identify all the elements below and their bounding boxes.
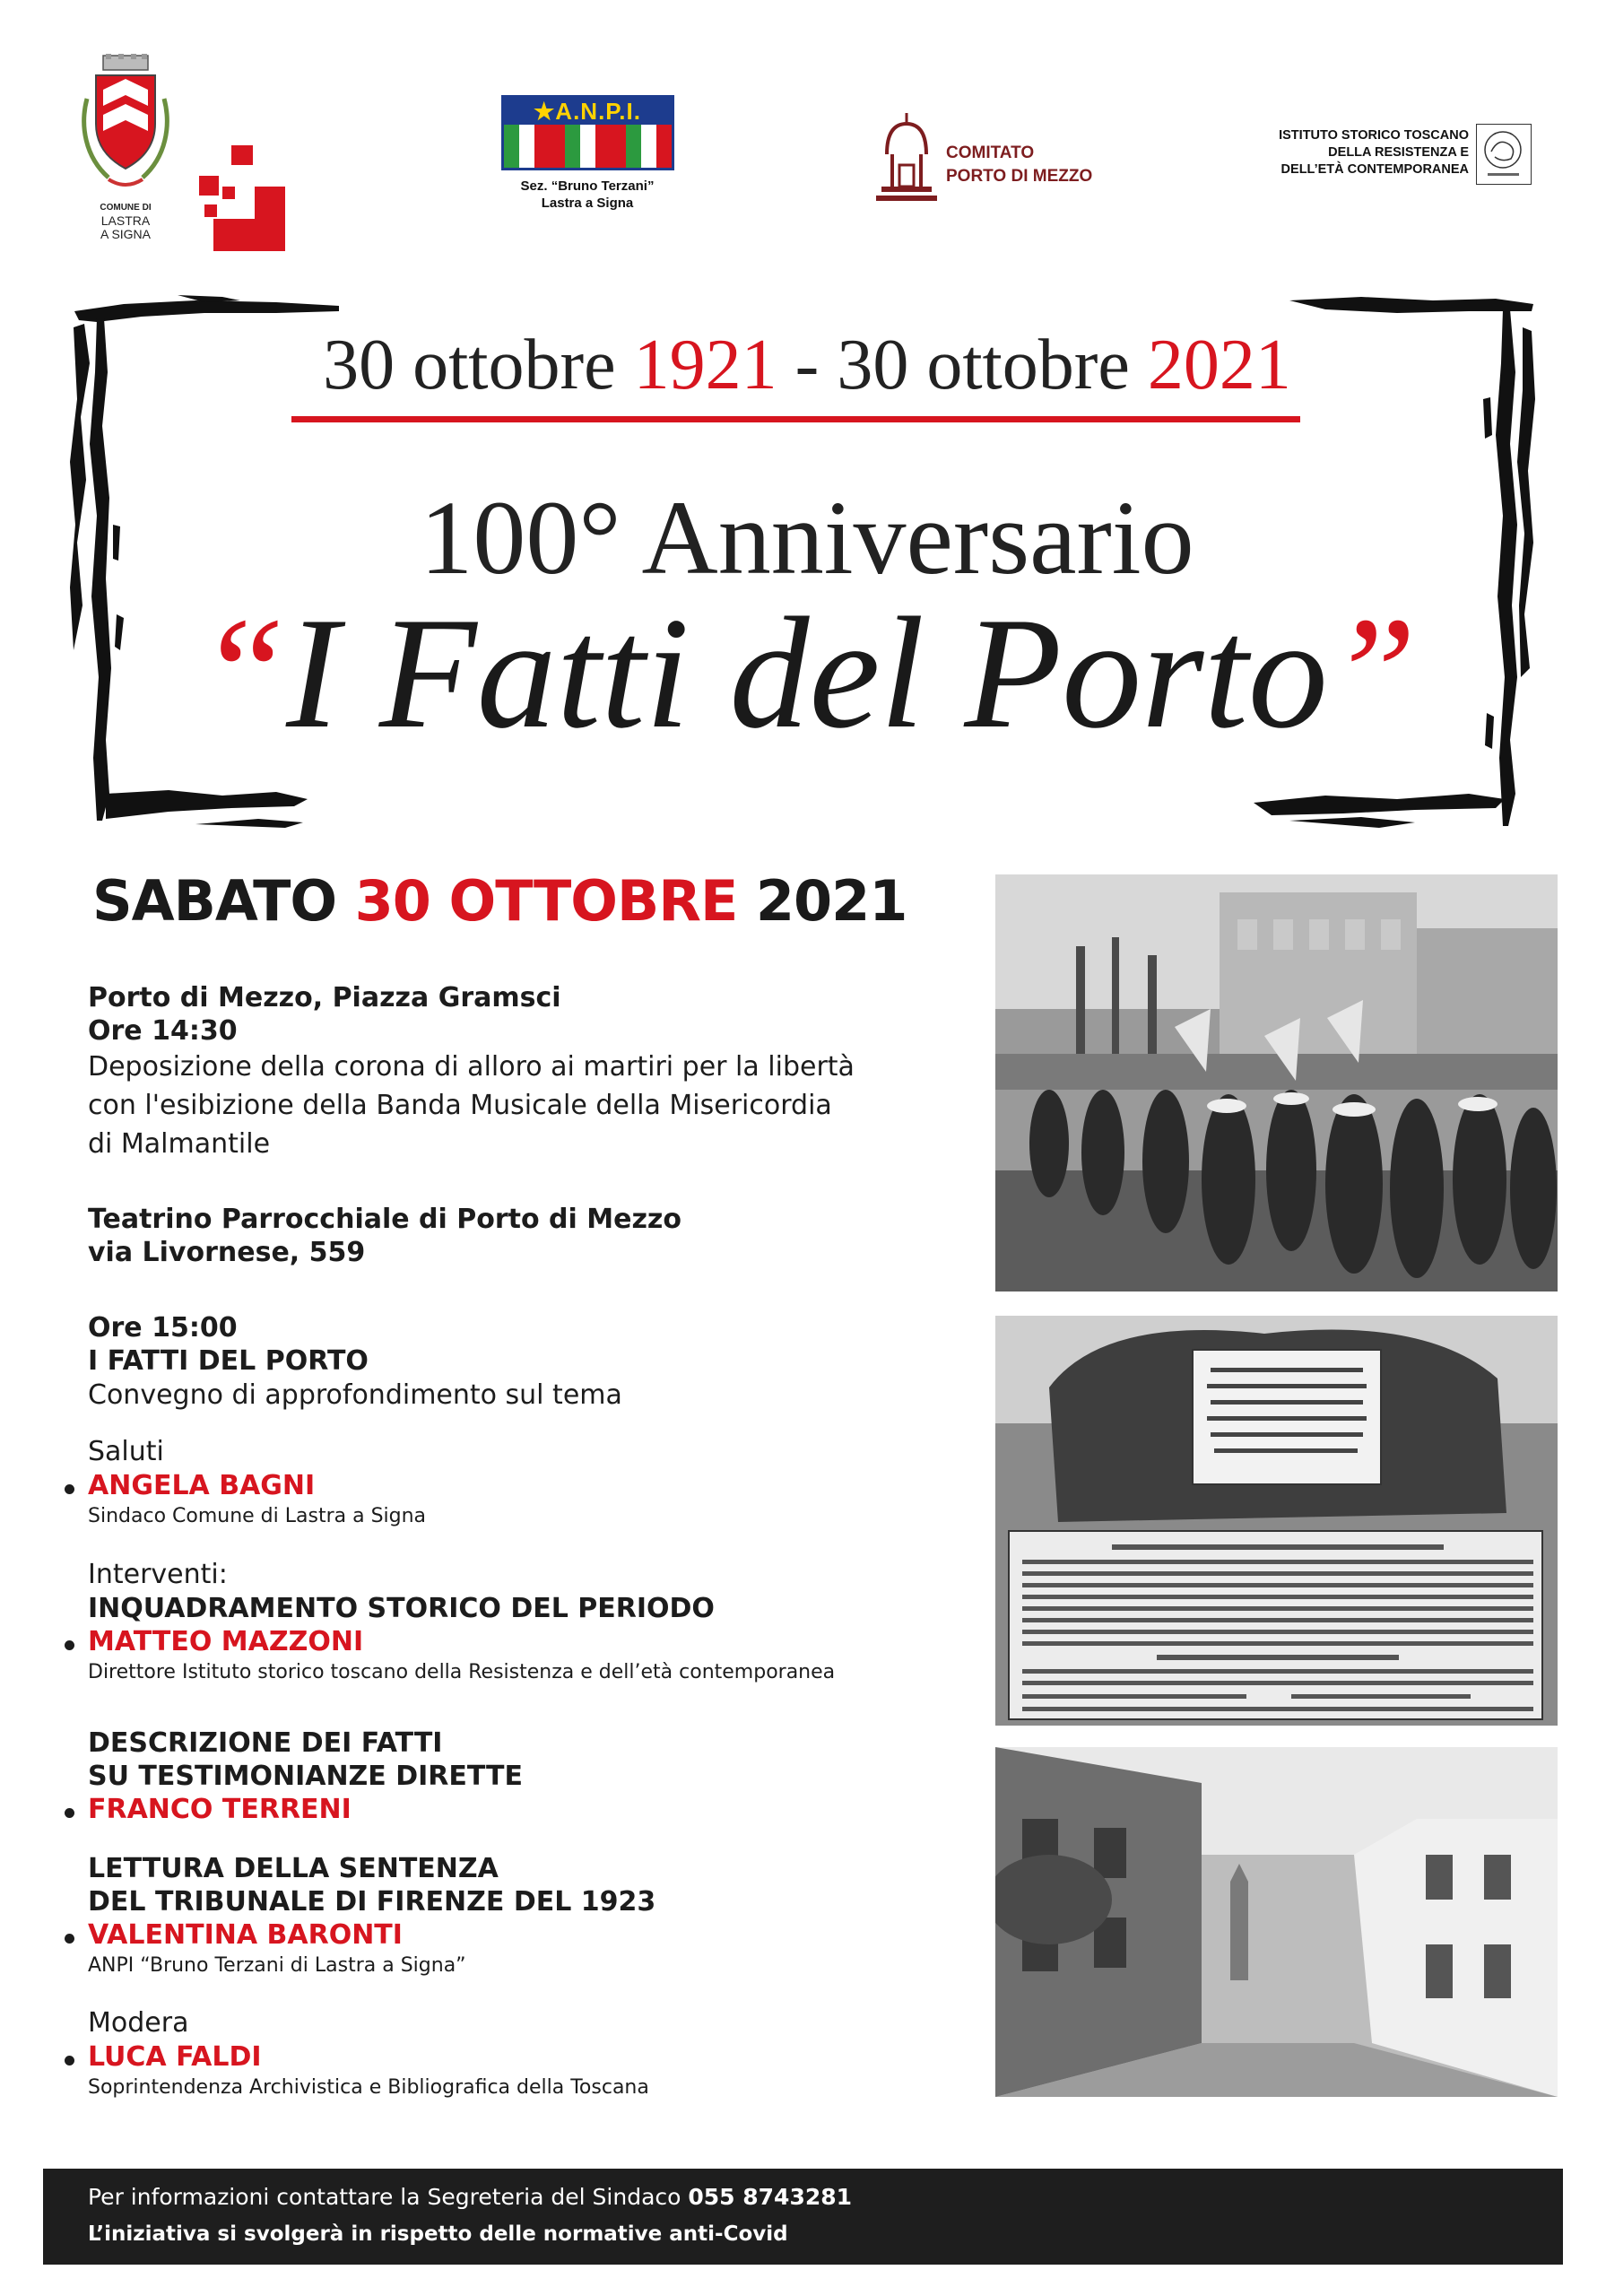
info-line [88, 2181, 852, 2213]
convegno-time: Ore 15:00 [88, 1312, 238, 1344]
info-text: Per informazioni contattare la Segreteria del Sindaco [88, 2184, 689, 2210]
interventi-section [88, 1558, 835, 1687]
topic-descrizione-block [88, 1726, 523, 1826]
quote-open: “ [197, 584, 287, 761]
weekday: SABATO [92, 868, 355, 934]
istituto-storico-logo [1254, 124, 1532, 196]
comune-name-line2: A SIGNA [100, 227, 152, 241]
red-pixel-logo [199, 145, 289, 251]
saluti-section [88, 1435, 426, 1531]
year-2021: 2021 [1147, 326, 1291, 404]
date-1921-prefix: 30 ottobre [323, 326, 634, 404]
morning-place: Porto di Mezzo, Piazza Gramsci [88, 982, 561, 1013]
anpi-section: Sez. “Bruno Terzani” [520, 178, 655, 194]
venue-address: via Livornese, 559 [88, 1237, 366, 1268]
morning-time: Ore 14:30 [88, 1015, 238, 1047]
convegno [88, 1311, 622, 1413]
event-name: I Fatti del Porto [286, 584, 1328, 761]
comitato-line2: PORTO DI MEZZO [946, 167, 1093, 186]
morning-desc-3: di Malmantile [88, 1128, 271, 1160]
anpi-title: ★A.N.P.I. [504, 98, 672, 125]
anpi-logo [498, 95, 677, 212]
info-footer [43, 2169, 1563, 2265]
istituto-emblem-icon [1476, 124, 1532, 185]
modera-label: Modera [88, 2007, 189, 2039]
speaker-valentina-baronti: VALENTINA BARONTI [88, 1918, 655, 1952]
anpi-flag-stripes [504, 125, 672, 168]
day-date: 30 OTTOBRE [354, 868, 738, 934]
topic-lettura-line1: LETTURA DELLA SENTENZA [88, 1853, 499, 1884]
morning-desc-2: con l'esibizione della Banda Musicale della Misericordia [88, 1090, 832, 1121]
historical-photo-street [995, 1747, 1558, 2097]
anniversary-heading: 100° Anniversario [420, 479, 1194, 596]
speaker-matteo-mazzoni: MATTEO MAZZONI [88, 1625, 835, 1658]
istituto-line3: DELL’ETÀ CONTEMPORANEA [1280, 162, 1469, 177]
monument-icon [874, 109, 939, 208]
day-year: 2021 [737, 868, 907, 934]
venue [88, 1203, 681, 1269]
phone-number[interactable]: 055 8743281 [688, 2184, 853, 2210]
convegno-desc: Convegno di approfondimento sul tema [88, 1379, 622, 1411]
date-separator: - [777, 326, 838, 404]
speaker-luca-faldi: LUCA FALDI [88, 2040, 649, 2074]
date-2021-prefix: 30 ottobre [837, 326, 1148, 404]
topic-descrizione-line2: SU TESTIMONIANZE DIRETTE [88, 1761, 524, 1792]
covid-note: L’iniziativa si svolgerà in rispetto delle normative anti-Covid [88, 2222, 788, 2246]
morning-session [88, 981, 855, 1163]
topic-descrizione-line1: DESCRIZIONE DEI FATTI [88, 1727, 443, 1759]
interventi-label: Interventi: [88, 1559, 228, 1590]
saluti-label: Saluti [88, 1436, 164, 1467]
coat-of-arms-icon [76, 54, 175, 197]
speaker-angela-bagni: ANGELA BAGNI [88, 1469, 426, 1502]
anniversary-dates [179, 325, 1435, 405]
red-divider [291, 416, 1300, 422]
modera-section [88, 2006, 649, 2102]
speaker-angela-bagni-role: Sindaco Comune di Lastra a Signa [88, 1505, 427, 1527]
comune-name-line1: LASTRA [100, 213, 151, 228]
quote-close: ” [1327, 584, 1417, 761]
event-date-heading [92, 868, 907, 935]
convegno-title: I FATTI DEL PORTO [88, 1345, 369, 1377]
speaker-matteo-mazzoni-role: Direttore Istituto storico toscano della Resistenza e dell’età contemporanea [88, 1661, 836, 1683]
istituto-line2: DELLA RESISTENZA E [1328, 145, 1469, 160]
anpi-location: Lastra a Signa [541, 196, 634, 211]
istituto-line1: ISTITUTO STORICO TOSCANO [1279, 128, 1469, 143]
speaker-franco-terreni: FRANCO TERRENI [88, 1793, 523, 1826]
topic-lettura-line2: DEL TRIBUNALE DI FIRENZE DEL 1923 [88, 1886, 656, 1918]
comune-label: COMUNE DI [100, 203, 152, 213]
comune-lastra-a-signa-logo [67, 54, 184, 242]
speaker-luca-faldi-role: Soprintendenza Archivistica e Bibliografica della Toscana [88, 2076, 649, 2099]
comitato-porto-di-mezzo-logo [874, 109, 1125, 208]
event-title [135, 583, 1480, 762]
morning-desc-1: Deposizione della corona di alloro ai martiri per la libertà [88, 1051, 855, 1083]
speaker-valentina-baronti-role: ANPI “Bruno Terzani di Lastra a Signa” [88, 1954, 466, 1977]
year-1921: 1921 [633, 326, 777, 404]
comitato-line1: COMITATO [946, 144, 1035, 162]
historical-photo-memorial-plaques [995, 1316, 1558, 1726]
topic-lettura-block [88, 1852, 655, 1980]
topic-inquadramento: INQUADRAMENTO STORICO DEL PERIODO [88, 1593, 715, 1624]
historical-photo-procession [995, 874, 1558, 1292]
venue-name: Teatrino Parrocchiale di Porto di Mezzo [88, 1204, 681, 1235]
